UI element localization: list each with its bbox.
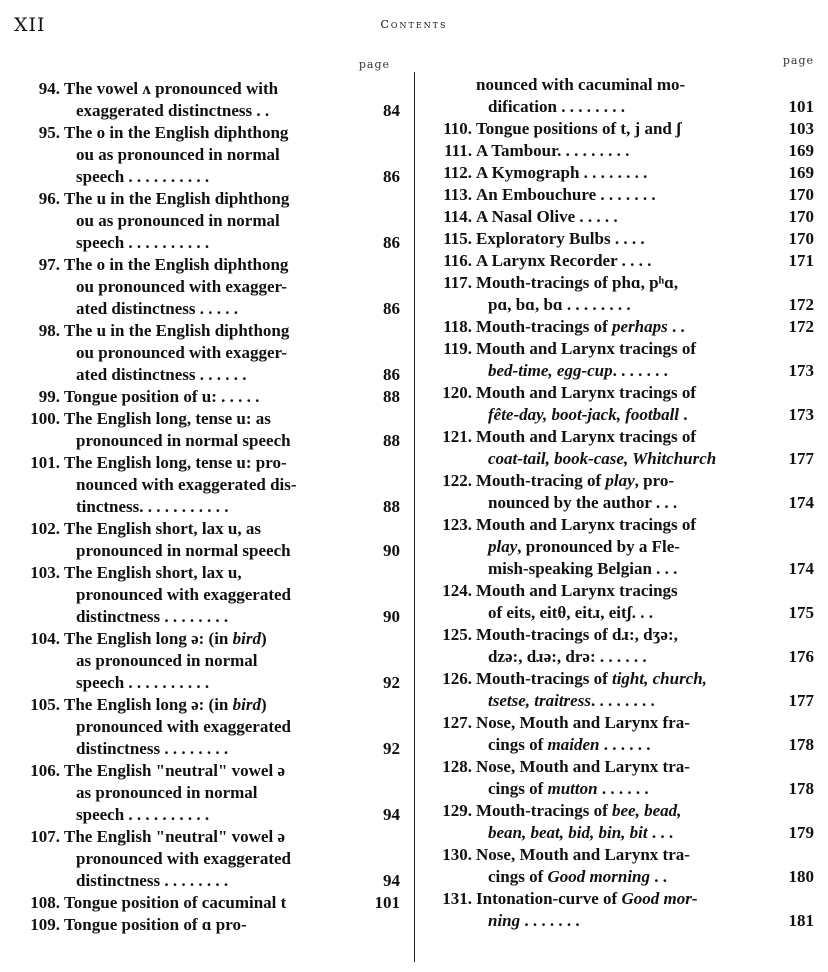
entry-line: pronounced in normal speech xyxy=(76,431,291,450)
entry-line: The English short, lax u, xyxy=(64,563,242,582)
entry-title xyxy=(64,452,360,518)
entry-line: Mouth-tracings of perhaps . . xyxy=(476,317,685,336)
entry-number: 113. xyxy=(443,185,472,204)
toc-entry xyxy=(420,118,820,140)
entry-title xyxy=(476,206,774,228)
entry-page: 178 xyxy=(788,779,814,798)
entry-number: 111. xyxy=(444,141,472,160)
entry-page: 86 xyxy=(383,299,400,318)
toc-entry xyxy=(8,694,406,760)
entry-line: tinctness. . . . . . . . . . . xyxy=(76,497,229,516)
entry-line: pronounced with exaggerated xyxy=(76,717,292,736)
entry-title xyxy=(476,888,774,932)
entry-line: The English short, lax u, as xyxy=(64,519,261,538)
entry-line: ou pronounced with exagger- xyxy=(76,343,288,362)
entry-line: A Larynx Recorder . . . . xyxy=(476,251,652,270)
entry-title xyxy=(476,184,774,206)
entry-line: Nose, Mouth and Larynx tra- xyxy=(476,757,690,776)
entry-page: 170 xyxy=(788,207,814,226)
toc-entry xyxy=(8,562,406,628)
entry-line: ou pronounced with exagger- xyxy=(76,277,288,296)
entry-title xyxy=(476,338,774,382)
entry-title xyxy=(64,694,360,760)
entry-page: 84 xyxy=(383,101,400,120)
entry-number: 127. xyxy=(442,713,472,732)
entry-line: pɑ, bɑ, bɑ . . . . . . . . xyxy=(488,295,631,314)
entry-number: 97. xyxy=(38,255,60,274)
toc-entry xyxy=(8,914,406,936)
entry-page: 181 xyxy=(788,911,814,930)
toc-entry xyxy=(420,668,820,712)
entry-title xyxy=(64,254,360,320)
entry-title xyxy=(64,320,360,386)
entry-number: 123. xyxy=(442,515,472,534)
entry-title xyxy=(476,712,774,756)
entry-number: 99. xyxy=(38,387,60,406)
entry-number: 110. xyxy=(443,119,472,138)
entry-number: 106. xyxy=(30,761,60,780)
entry-line: A Kymograph . . . . . . . . xyxy=(476,163,648,182)
entry-page: 101 xyxy=(788,97,814,116)
entry-line: ated distinctness . . . . . xyxy=(76,299,238,318)
toc-entry xyxy=(8,826,406,892)
toc-entry xyxy=(420,580,820,624)
entry-number: 129. xyxy=(442,801,472,820)
entry-page: 94 xyxy=(383,871,400,890)
entry-line: pronounced with exaggerated xyxy=(76,849,292,868)
entry-title xyxy=(64,826,360,892)
entry-number: 104. xyxy=(30,629,60,648)
entry-line: coat-tail, book-case, Whitchurch xyxy=(488,449,717,468)
toc-entry xyxy=(420,316,820,338)
entry-page: 101 xyxy=(374,893,400,912)
entry-line: nounced with exaggerated dis- xyxy=(76,475,297,494)
toc-entry xyxy=(420,514,820,580)
entry-line: Mouth and Larynx tracings of xyxy=(476,515,697,534)
entry-page: 103 xyxy=(788,119,814,138)
entry-number: 96. xyxy=(38,189,60,208)
entry-title xyxy=(64,408,360,452)
entry-number: 120. xyxy=(442,383,472,402)
entry-line: as pronounced in normal xyxy=(76,651,258,670)
entry-line: distinctness . . . . . . . . xyxy=(76,739,229,758)
toc-entry xyxy=(420,844,820,888)
entry-page: 90 xyxy=(383,541,400,560)
entry-title xyxy=(476,316,774,338)
entry-line: The English long ə: (in bird) xyxy=(64,695,267,714)
entry-title xyxy=(476,470,774,514)
entry-title xyxy=(64,914,360,936)
entry-line: Tongue position of ɑ pro- xyxy=(64,915,247,934)
toc-entry xyxy=(420,206,820,228)
toc-entry xyxy=(420,382,820,426)
entry-number: 95. xyxy=(38,123,60,142)
entry-title xyxy=(476,844,774,888)
entry-line: cings of mutton . . . . . . xyxy=(488,779,649,798)
entry-page: 175 xyxy=(788,603,814,622)
entry-number: 126. xyxy=(442,669,472,688)
entry-line: pronounced in normal speech xyxy=(76,541,291,560)
entry-line: Mouth and Larynx tracings of xyxy=(476,383,697,402)
entry-line: Nose, Mouth and Larynx fra- xyxy=(476,713,690,732)
entry-title xyxy=(64,78,360,122)
entry-title xyxy=(64,188,360,254)
toc-entry xyxy=(420,888,820,932)
entry-title xyxy=(64,518,360,562)
entry-title xyxy=(476,580,774,624)
entry-page: 173 xyxy=(788,361,814,380)
toc-entry xyxy=(8,452,406,518)
entry-page: 170 xyxy=(788,229,814,248)
entry-line: The u in the English diphthong xyxy=(64,321,290,340)
entry-line: speech . . . . . . . . . . xyxy=(76,167,210,186)
entry-line: play, pronounced by a Fle- xyxy=(488,537,680,556)
entry-page: 94 xyxy=(383,805,400,824)
entry-page: 177 xyxy=(788,691,814,710)
entry-page: 178 xyxy=(788,735,814,754)
toc-entry xyxy=(8,760,406,826)
toc-entry xyxy=(420,624,820,668)
entry-line: pronounced with exaggerated xyxy=(76,585,292,604)
entry-number: 117. xyxy=(443,273,472,292)
entry-line: The u in the English diphthong xyxy=(64,189,290,208)
entry-title xyxy=(64,760,360,826)
entry-number: 114. xyxy=(443,207,472,226)
entry-line: speech . . . . . . . . . . xyxy=(76,805,210,824)
entry-line: tsetse, traitress. . . . . . . . xyxy=(488,691,655,710)
entry-title xyxy=(64,122,360,188)
entry-number: 94. xyxy=(38,79,60,98)
entry-number: 112. xyxy=(443,163,472,182)
entry-line: speech . . . . . . . . . . xyxy=(76,233,210,252)
entry-page: 173 xyxy=(788,405,814,424)
toc-entry xyxy=(420,162,820,184)
toc-entry xyxy=(8,628,406,694)
entry-line: Exploratory Bulbs . . . . xyxy=(476,229,645,248)
entry-line: The o in the English diphthong xyxy=(64,123,289,142)
entry-line: A Tambour. . . . . . . . . xyxy=(476,141,630,160)
page-title: Contents xyxy=(380,18,448,31)
entry-line: bean, beat, bid, bin, bit . . . xyxy=(488,823,674,842)
entry-title xyxy=(476,624,774,668)
entry-page: 90 xyxy=(383,607,400,626)
entry-line: Mouth and Larynx tracings of xyxy=(476,339,697,358)
entry-number: 116. xyxy=(443,251,472,270)
entry-line: fête-day, boot-jack, football . xyxy=(488,405,688,424)
entry-title xyxy=(476,118,774,140)
entry-number: 124. xyxy=(442,581,472,600)
entry-line: cings of Good morning . . xyxy=(488,867,668,886)
entry-line: ated distinctness . . . . . . xyxy=(76,365,247,384)
entry-number: 108. xyxy=(30,893,60,912)
entry-line: The English long, tense u: as xyxy=(64,409,271,428)
entry-line: The o in the English diphthong xyxy=(64,255,289,274)
entry-page: 170 xyxy=(788,185,814,204)
entry-number: 115. xyxy=(443,229,472,248)
entry-title xyxy=(476,668,774,712)
entry-title xyxy=(64,892,360,914)
entry-page: 86 xyxy=(383,365,400,384)
entry-line: speech . . . . . . . . . . xyxy=(76,673,210,692)
toc-entry xyxy=(8,122,406,188)
entry-page: 180 xyxy=(788,867,814,886)
entry-number: 103. xyxy=(30,563,60,582)
entry-line: cings of maiden . . . . . . xyxy=(488,735,651,754)
toc-entry xyxy=(420,800,820,844)
entry-line: Tongue position of u: . . . . . xyxy=(64,387,260,406)
entry-number: 101. xyxy=(30,453,60,472)
entry-title xyxy=(64,628,360,694)
toc-entry xyxy=(420,140,820,162)
entry-line: Intonation-curve of Good mor- xyxy=(476,889,698,908)
toc-entry xyxy=(420,756,820,800)
toc-entry xyxy=(420,74,820,118)
entry-page: 179 xyxy=(788,823,814,842)
toc-entry xyxy=(420,272,820,316)
entry-number: 118. xyxy=(443,317,472,336)
entry-line: Mouth and Larynx tracings xyxy=(476,581,678,600)
toc-entry xyxy=(420,250,820,272)
entry-number: 98. xyxy=(38,321,60,340)
entry-page: 169 xyxy=(788,141,814,160)
entry-line: Mouth-tracings of dɹ:, dʒə:, xyxy=(476,625,678,644)
entry-page: 169 xyxy=(788,163,814,182)
toc-entry xyxy=(8,892,406,914)
toc-entry xyxy=(420,228,820,250)
entry-line: Mouth-tracing of play, pro- xyxy=(476,471,675,490)
entry-number: 121. xyxy=(442,427,472,446)
entry-line: A Nasal Olive . . . . . xyxy=(476,207,618,226)
entry-line: ou as pronounced in normal xyxy=(76,211,280,230)
entry-line: distinctness . . . . . . . . xyxy=(76,607,229,626)
entry-line: distinctness . . . . . . . . xyxy=(76,871,229,890)
entry-line: dzə:, dɹə:, drə: . . . . . . xyxy=(488,647,647,666)
page-header xyxy=(0,14,828,38)
entry-page: 88 xyxy=(383,431,400,450)
entry-page: 176 xyxy=(788,647,814,666)
entry-line: The English long ə: (in bird) xyxy=(64,629,267,648)
entry-page: 177 xyxy=(788,449,814,468)
entry-page: 174 xyxy=(788,493,814,512)
entry-page: 92 xyxy=(383,673,400,692)
toc-entry xyxy=(8,386,406,408)
toc-entry xyxy=(8,254,406,320)
entry-line: exaggerated distinctness . . xyxy=(76,101,270,120)
toc-entry xyxy=(420,470,820,514)
entry-page: 172 xyxy=(788,317,814,336)
entry-page: 171 xyxy=(788,251,814,270)
toc-entry xyxy=(8,518,406,562)
entry-page: 174 xyxy=(788,559,814,578)
toc-entry xyxy=(420,338,820,382)
entry-page: 172 xyxy=(788,295,814,314)
entry-line: Nose, Mouth and Larynx tra- xyxy=(476,845,690,864)
entry-number: 125. xyxy=(442,625,472,644)
entry-title xyxy=(476,228,774,250)
entry-line: bed-time, egg-cup. . . . . . . xyxy=(488,361,668,380)
entry-line: Mouth-tracings of tight, church, xyxy=(476,669,707,688)
entry-title xyxy=(476,162,774,184)
entry-number: 122. xyxy=(442,471,472,490)
entry-line: The English "neutral" vowel ə xyxy=(64,761,285,780)
entry-line: The vowel ʌ pronounced with xyxy=(64,79,279,98)
entry-title xyxy=(64,386,360,408)
entry-title xyxy=(64,562,360,628)
entry-title xyxy=(476,756,774,800)
entry-page: 86 xyxy=(383,233,400,252)
column-divider xyxy=(414,72,415,962)
page-column-heading: page xyxy=(782,54,814,67)
entry-line: Mouth-tracings of bee, bead, xyxy=(476,801,682,820)
entry-line: Tongue positions of t, j and ʃ xyxy=(476,119,682,138)
entry-page: 86 xyxy=(383,167,400,186)
entry-number: 130. xyxy=(442,845,472,864)
entry-title xyxy=(476,426,774,470)
entry-line: ou as pronounced in normal xyxy=(76,145,280,164)
page-column-heading: page xyxy=(358,58,390,71)
entry-title xyxy=(476,272,774,316)
entry-number: 119. xyxy=(443,339,472,358)
entry-page: 88 xyxy=(383,497,400,516)
entry-line: nounced by the author . . . xyxy=(488,493,678,512)
entry-number: 131. xyxy=(442,889,472,908)
entry-number: 100. xyxy=(30,409,60,428)
entry-title xyxy=(476,74,774,118)
entry-title xyxy=(476,382,774,426)
toc-entry xyxy=(8,320,406,386)
toc-entry xyxy=(8,408,406,452)
entry-line: Mouth-tracings of phɑ, pʰɑ, xyxy=(476,273,679,292)
entry-title xyxy=(476,140,774,162)
entry-line: mish-speaking Belgian . . . xyxy=(488,559,678,578)
entry-line: of eits, eitθ, eitɹ, eitʃ. . . xyxy=(488,603,654,622)
toc-entry xyxy=(420,712,820,756)
entry-number: 105. xyxy=(30,695,60,714)
page-number: XII xyxy=(14,14,46,36)
entry-page: 92 xyxy=(383,739,400,758)
entry-page: 88 xyxy=(383,387,400,406)
toc-entry xyxy=(420,184,820,206)
entry-number: 102. xyxy=(30,519,60,538)
toc-entry xyxy=(420,426,820,470)
entry-number: 128. xyxy=(442,757,472,776)
entry-line: An Embouchure . . . . . . . xyxy=(476,185,656,204)
entry-line: ning . . . . . . . xyxy=(488,911,580,930)
entry-line: Tongue position of cacuminal t xyxy=(64,893,287,912)
entry-number: 109. xyxy=(30,915,60,934)
entry-line: The English "neutral" vowel ə xyxy=(64,827,285,846)
toc-entry xyxy=(8,188,406,254)
entry-line: nounced with cacuminal mo- xyxy=(476,75,686,94)
entry-title xyxy=(476,250,774,272)
entry-title xyxy=(476,800,774,844)
entry-number: 107. xyxy=(30,827,60,846)
entry-line: The English long, tense u: pro- xyxy=(64,453,287,472)
entry-line: dification . . . . . . . . xyxy=(488,97,625,116)
toc-entry xyxy=(8,78,406,122)
entry-line: Mouth and Larynx tracings of xyxy=(476,427,697,446)
entry-line: as pronounced in normal xyxy=(76,783,258,802)
entry-title xyxy=(476,514,774,580)
